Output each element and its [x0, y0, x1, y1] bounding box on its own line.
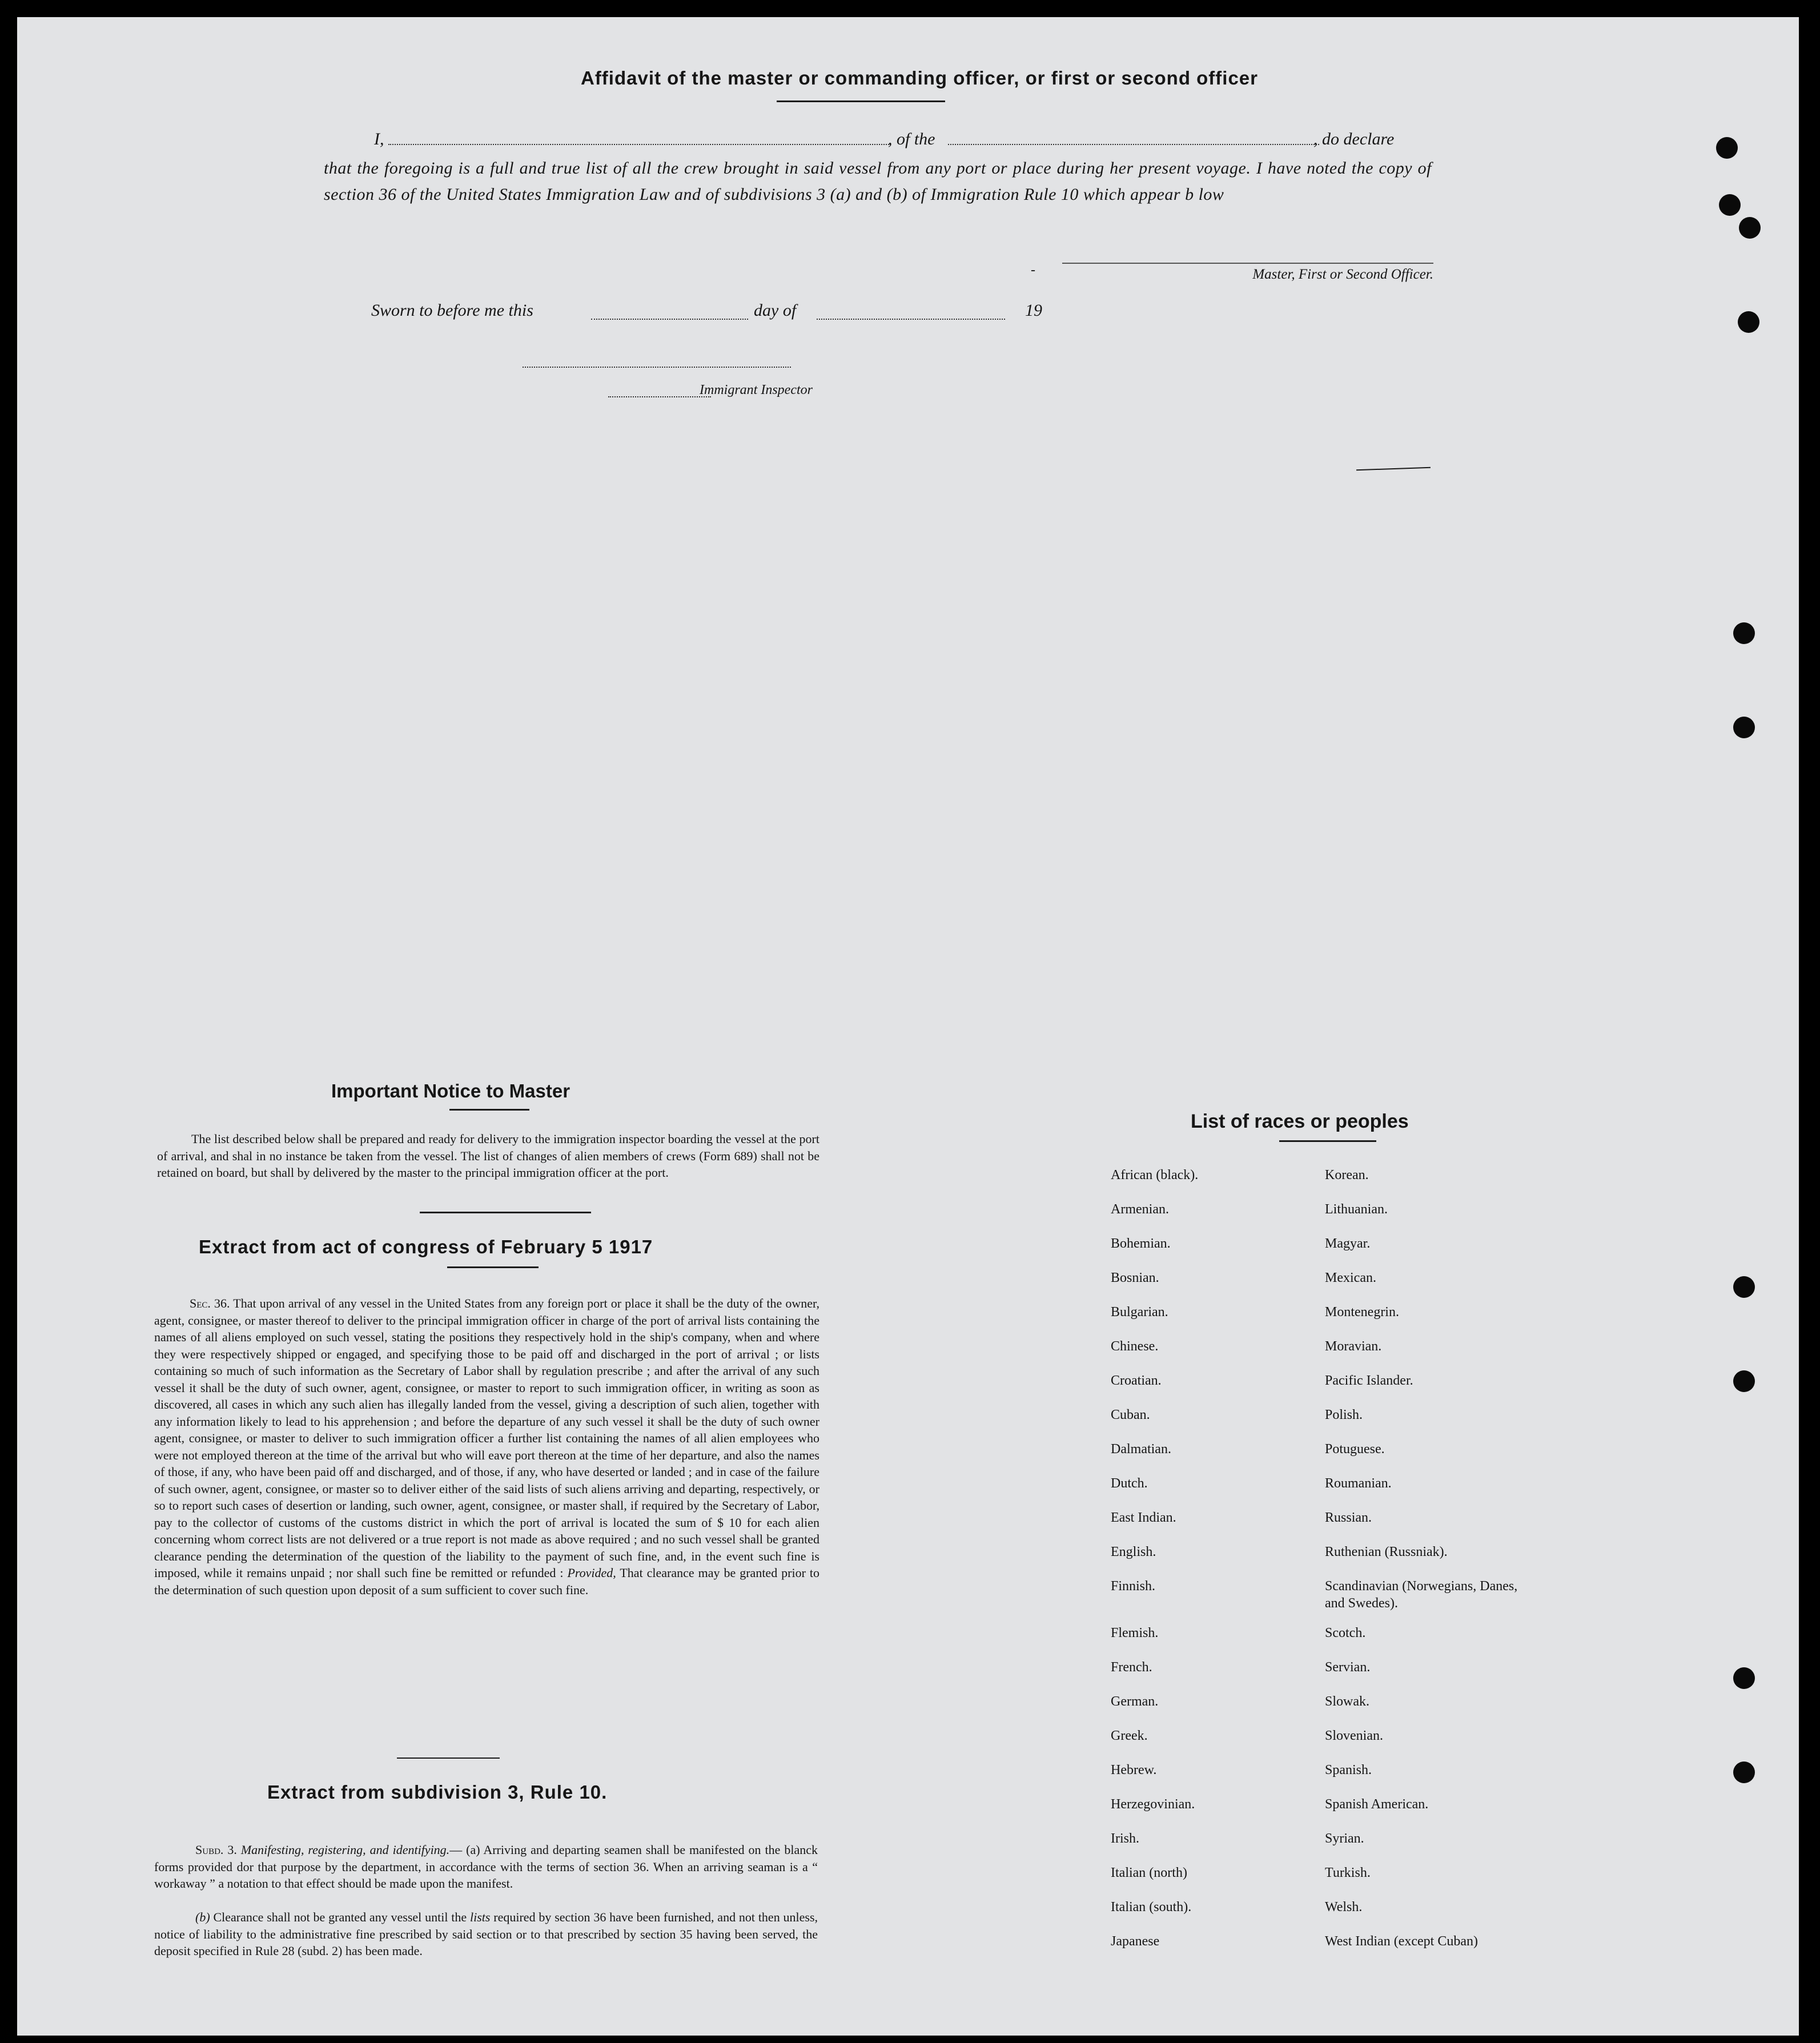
race-item: English.	[1111, 1545, 1156, 1559]
race-item: German.	[1111, 1694, 1159, 1709]
sworn-label: Sworn to before me this	[371, 301, 533, 320]
section-divider	[420, 1212, 591, 1213]
race-item: Herzegovinian.	[1111, 1797, 1195, 1812]
race-item: Irish.	[1111, 1831, 1139, 1846]
race-item: Montenegrin.	[1325, 1305, 1399, 1320]
punch-hole	[1733, 1667, 1755, 1689]
punch-hole	[1733, 622, 1755, 644]
sworn-day-line[interactable]	[591, 319, 748, 320]
race-item: Spanish.	[1325, 1763, 1372, 1777]
rule-subd-a	[154, 1841, 818, 1892]
subd-a-label: — (a)	[449, 1843, 480, 1857]
provided-word: Provided,	[567, 1566, 616, 1580]
race-item: Armenian.	[1111, 1202, 1169, 1217]
sec-36-body: That upon arrival of any vessel in the United States from any foreign port or place it shall be the duty of the owner, agent, consignee, or master thereof to deliver to the principal immigration officer in charge of the port of arrival lists containing the names of all aliens employed on such vessel, stating the positions they respectively hold in the ship's company, when and where they were respectively shipped or engaged, and specifying those to be paid off and discharged in the port of arrival ; or lists containing so much of such information as the Secretary of Labor shall by regulation prescribe ; and after the arrival of any such vessel it shall be the duty of such owner, agent, consignee, or master to report to such immigration officer, in writing as soon as discovered, all cases in which any such alien has illegally landed from the vessel, giving a description of such alien, together with any information likely to lead to his apprehension ; and before the departure of any such vessel it shall be the duty of such owner agent, consignee, or master to deliver to such immigration officer a further list containing the names of all alien employees who were not employed thereon at the time of the arrival but who will eave port thereon at the time of her departure, and also the names of those, if any, who have been paid off and discharged, and of those, if any, who have deserted or landed ; and in case of the failure of such owner, agent, consignee, or master so to deliver either of the said lists of such aliens arriving and departing, respectively, or so to report such cases of desertion or landing, such owner, agent, consignee, or master shall, if required by the Secretary of Labor, pay to the collector of customs of the customs district in which the port of arrival is located the sum of $ 10 for each alien concerning whom correct lists are not delivered or a true report is not made as above required ; and no such vessel shall be granted clearance pending the determination of the question of the liability to the payment of such fine, and, in the event such fine is imposed, while it remains unpaid ; nor shall such fine be remitted or refunded :	[154, 1296, 819, 1580]
race-item: Bohemian.	[1111, 1236, 1171, 1251]
subd-a-text: Arriving and departing seamen shall be manifested on the blanck forms provided dor that purpose by the department, in accordance with the terms of section 36. When an arriving seaman is a “ workaway ” a notation to that effect should be made upon the manifest.	[154, 1843, 818, 1891]
dash-mark: -	[1031, 263, 1035, 278]
race-item: Mexican.	[1325, 1270, 1376, 1285]
punch-hole	[1738, 311, 1759, 333]
race-item: Hebrew.	[1111, 1763, 1157, 1777]
affidavit-declare-label: , do declare	[1313, 130, 1395, 148]
punch-hole	[1733, 1762, 1755, 1783]
race-item: Scandinavian (Norwegians, Danes, and Swedes).	[1325, 1579, 1518, 1611]
sec-36-body-end: That clearance may be granted prior to the determination of such question upon deposit of a sum sufficient to cover such fine.	[154, 1566, 820, 1597]
affidavit-body: that the foregoing is a full and true list of all the crew brought in said vessel from any port or place during her present voyage. I have noted the copy of section 36 of the United States Immigration Law and of subdivisions 3 (a) and (b) of Immigration Rule 10 which appear b low	[324, 159, 1432, 204]
race-item: Dutch.	[1111, 1476, 1148, 1491]
inspector-line-short[interactable]	[608, 396, 711, 397]
day-of-label: day of	[754, 301, 797, 320]
race-item: Scotch.	[1325, 1626, 1366, 1640]
race-item: Greek.	[1111, 1728, 1148, 1743]
punch-hole	[1716, 137, 1738, 159]
notice-underline	[449, 1109, 529, 1111]
manifest-page	[17, 17, 1799, 2036]
subd-label: Subd. 3.	[195, 1843, 237, 1857]
sworn-month-line[interactable]	[817, 319, 1005, 320]
subd-b-text-2: required by section 36 have been furnished, and not then unless, notice of liability to the administrative fine prescribed by said section or to that prescribed by section 35 having been served, the deposit specified in Rule 28 (subd. 2) has been made.	[154, 1910, 818, 1958]
subd-b-lists: lists	[469, 1910, 491, 1924]
race-item: Polish.	[1325, 1407, 1363, 1422]
race-item: Slovenian.	[1325, 1728, 1383, 1743]
race-item: Lithuanian.	[1325, 1202, 1388, 1217]
race-item: Servian.	[1325, 1660, 1371, 1675]
affidavit-i-label: I,	[374, 130, 384, 148]
race-item: African (black).	[1111, 1168, 1199, 1183]
race-item: Moravian.	[1325, 1339, 1382, 1354]
race-item: Korean.	[1325, 1168, 1369, 1183]
races-title: List of races or peoples	[1191, 1111, 1409, 1132]
inspector-label: Immigrant Inspector	[700, 383, 813, 397]
subd-b-label: (b)	[195, 1910, 210, 1924]
race-item: Bosnian.	[1111, 1270, 1159, 1285]
race-item: Russian.	[1325, 1510, 1372, 1525]
race-item: Chinese.	[1111, 1339, 1159, 1354]
sec-36-label: Sec. 36.	[190, 1296, 230, 1310]
rule-subd-b	[154, 1909, 818, 1960]
subd-heading: Manifesting, registering, and identifying.	[240, 1843, 450, 1857]
race-item: Bulgarian.	[1111, 1305, 1168, 1320]
race-item: Japanese	[1111, 1934, 1160, 1949]
affidavit-of-the-label: , of the	[888, 130, 935, 148]
section-divider	[397, 1758, 500, 1759]
subd-b-text-1: Clearance shall not be granted any vessel until the	[213, 1910, 467, 1924]
inspector-signature-line[interactable]	[523, 367, 791, 368]
punch-hole	[1719, 194, 1741, 216]
race-item: East Indian.	[1111, 1510, 1176, 1525]
race-item: Pacific Islander.	[1325, 1373, 1413, 1388]
act-text	[154, 1295, 819, 1598]
race-item: Italian (north)	[1111, 1865, 1187, 1880]
race-item: Dalmatian.	[1111, 1442, 1171, 1457]
act-title: Extract from act of congress of February 5 1917	[199, 1236, 653, 1257]
punch-hole	[1733, 1370, 1755, 1392]
race-item: Roumanian.	[1325, 1476, 1392, 1491]
name-line[interactable]	[388, 144, 891, 145]
notice-text: The list described below shall be prepared and ready for delivery to the immigration inspector boarding the vessel at the port of arrival, and shal in no instance be taken from the vessel. The list of changes of alien members of crews (Form 689) shall not be retained on board, but shall by delivered by the master to the principal immigration officer at the port.	[157, 1132, 819, 1180]
race-item: Croatian.	[1111, 1373, 1162, 1388]
races-left-column	[1111, 1167, 1299, 1967]
race-item: Welsh.	[1325, 1900, 1363, 1915]
races-underline	[1279, 1140, 1376, 1142]
title-underline	[777, 100, 945, 102]
race-item: West Indian (except Cuban)	[1325, 1934, 1478, 1949]
race-item: French.	[1111, 1660, 1152, 1675]
act-underline	[447, 1266, 539, 1268]
race-item: Potuguese.	[1325, 1442, 1385, 1457]
race-item: Turkish.	[1325, 1865, 1371, 1880]
races-right-column	[1325, 1167, 1536, 1967]
punch-hole	[1733, 717, 1755, 738]
race-item: Magyar.	[1325, 1236, 1371, 1251]
notice-title: Important Notice to Master	[331, 1080, 570, 1101]
race-item: Cuban.	[1111, 1407, 1150, 1422]
vessel-line[interactable]	[948, 144, 1319, 145]
signature-label: Master, First or Second Officer.	[1252, 267, 1433, 282]
race-item: Slowak.	[1325, 1694, 1369, 1709]
punch-hole	[1733, 1276, 1755, 1298]
race-item: Flemish.	[1111, 1626, 1159, 1640]
signature-line[interactable]	[1062, 263, 1433, 264]
rule-title: Extract from subdivision 3, Rule 10.	[267, 1781, 608, 1803]
race-item: Spanish American.	[1325, 1797, 1429, 1812]
race-item: Syrian.	[1325, 1831, 1364, 1846]
race-item: Italian (south).	[1111, 1900, 1192, 1915]
race-item: Finnish.	[1111, 1579, 1156, 1594]
race-item: Ruthenian (Russniak).	[1325, 1545, 1448, 1559]
year-label: 19	[1025, 301, 1042, 320]
affidavit-title: Affidavit of the master or commanding officer, or first or second officer	[580, 67, 1258, 89]
punch-hole	[1739, 217, 1761, 239]
pen-stroke	[1356, 467, 1431, 471]
